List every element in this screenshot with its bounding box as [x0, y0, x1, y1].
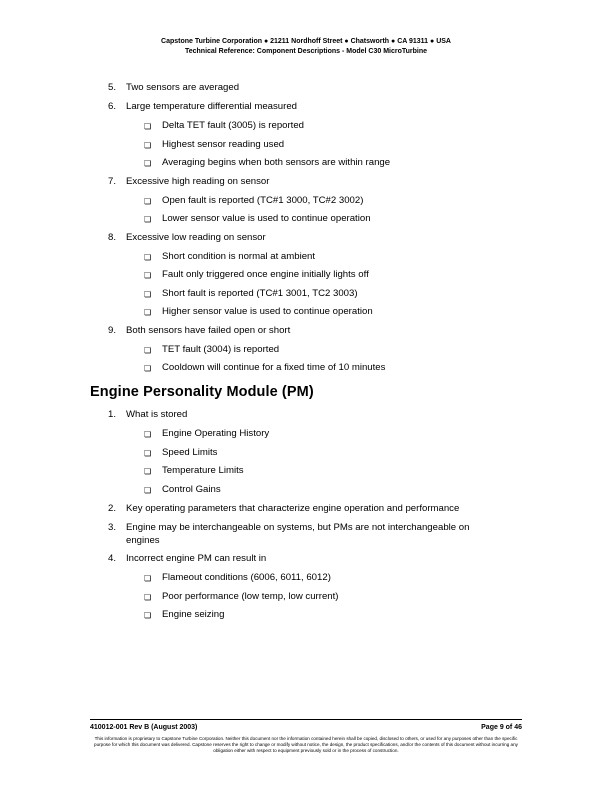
bullet-box-icon: ❏ [144, 271, 152, 280]
bullet-box-icon: ❏ [144, 140, 152, 150]
item-text: Large temperature differential measured [126, 101, 298, 112]
bullet-text: Speed Limits [162, 446, 218, 458]
bullet-text: Higher sensor value is used to continue operation [162, 306, 373, 317]
bullet-text: Short condition is normal at ambient [162, 250, 316, 262]
bullet-text: Fault only triggered once engine initially lights off [162, 269, 369, 280]
item-text: Two sensors are averaged [126, 82, 240, 93]
bullet-box-icon: ❏ [144, 467, 152, 477]
footer-divider [90, 719, 522, 720]
bullet-box-icon: ❏ [144, 448, 152, 458]
bullet-text: Cooldown will continue for a fixed time of 10 minutes [162, 362, 386, 373]
item-text: Excessive high reading on sensor [126, 175, 270, 187]
bullet-text: Flameout conditions (6006, 6011, 6012) [162, 571, 331, 583]
bullet-box-icon: ❏ [144, 122, 152, 131]
bullet-text: Averaging begins when both sensors are within range [162, 157, 391, 168]
item-number: 6. [108, 101, 117, 112]
item-number: 1. [108, 409, 117, 420]
section-heading: Engine Personality Module (PM) [90, 384, 314, 400]
item-text: Engine may be interchangeable on systems, but PMs are not interchangeable on [126, 521, 470, 533]
item-number: 7. [108, 175, 117, 187]
footer-proprietary-notice: This information is proprietary to Capstone Turbine Corporation. Neither this document nor the information contained herein shall be copied, disclosed to others, or used for any purposes other than the specific purpose for which this document was delivered. Capstone reserves the right to change or modify without notice, the design, the product specifications, and/or the contents of this document without incurring any obligation either with respect to equipment previously sold or in the process of construction. [94, 736, 518, 753]
item-number: 4. [108, 552, 117, 564]
header-company-line: Capstone Turbine Corporation ● 21211 Nordhoff Street ● Chatsworth ● CA 91311 ● USA [161, 38, 451, 45]
bullet-box-icon: ❏ [144, 252, 152, 262]
bullet-box-icon: ❏ [144, 486, 152, 496]
bullet-box-icon: ❏ [144, 196, 152, 206]
bullet-text: Engine seizing [162, 609, 225, 621]
bullet-text: Control Gains [162, 484, 221, 496]
bullet-text: TET fault (3004) is reported [162, 343, 280, 355]
bullet-box-icon: ❏ [144, 345, 152, 355]
item-text: What is stored [126, 409, 188, 420]
footer-page-number: Page 9 of 46 [481, 724, 522, 731]
bullet-text: Delta TET fault (3005) is reported [162, 120, 305, 131]
item-number: 3. [108, 521, 117, 533]
item-number: 5. [108, 82, 117, 93]
bullet-text: Lower sensor value is used to continue operation [162, 213, 371, 224]
bullet-text: Highest sensor reading used [162, 138, 285, 150]
bullet-box-icon: ❏ [144, 215, 152, 224]
item-number: 9. [108, 324, 117, 336]
item-number: 8. [108, 231, 117, 243]
bullet-box-icon: ❏ [144, 611, 152, 621]
bullet-box-icon: ❏ [144, 592, 152, 602]
bullet-text: Short fault is reported (TC#1 3001, TC2 3003) [162, 287, 358, 299]
bullet-box-icon: ❏ [144, 308, 152, 317]
item-text: Excessive low reading on sensor [126, 231, 266, 243]
bullet-box-icon: ❏ [144, 289, 152, 299]
bullet-box-icon: ❏ [144, 573, 152, 583]
item-text: Key operating parameters that characterize engine operation and performance [126, 502, 460, 514]
header-title-line: Technical Reference: Component Descriptions - Model C30 MicroTurbine [184, 48, 428, 55]
bullet-text: Temperature Limits [162, 465, 244, 477]
page-header [0, 37, 612, 57]
bullet-text: Engine Operating History [162, 428, 270, 439]
bullet-text: Poor performance (low temp, low current) [162, 590, 339, 602]
footer-doc-id: 410012-001 Rev B (August 2003) [90, 724, 198, 731]
bullet-box-icon: ❏ [144, 159, 152, 168]
item-text: Incorrect engine PM can result in [126, 552, 267, 564]
item-text-continuation: engines [126, 534, 160, 546]
bullet-box-icon: ❏ [144, 430, 152, 439]
bullet-box-icon: ❏ [144, 364, 152, 373]
item-text: Both sensors have failed open or short [126, 324, 291, 336]
bullet-text: Open fault is reported (TC#1 3000, TC#2 3002) [162, 194, 364, 206]
item-number: 2. [108, 502, 117, 514]
